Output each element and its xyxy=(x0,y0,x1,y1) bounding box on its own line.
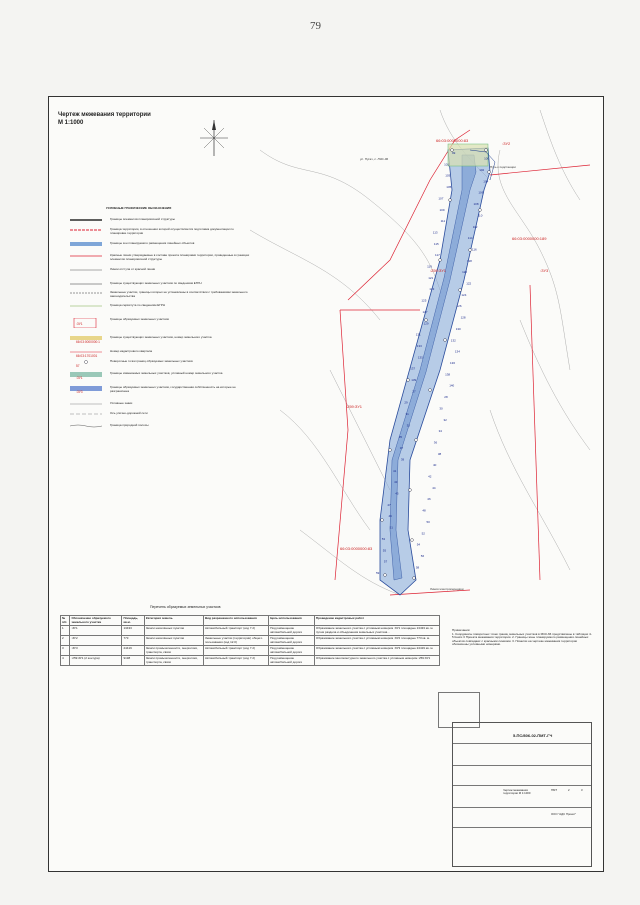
point-number-label: 118 xyxy=(467,258,472,263)
point-number-label: 133 xyxy=(416,344,422,348)
table-cell: Под размещение автомобильной дороги xyxy=(269,646,315,656)
point-number-label: 120 xyxy=(462,270,468,275)
note-label: Путь к подстанции xyxy=(490,165,516,169)
point-number-label: 35 xyxy=(398,434,403,439)
point-number-label: 48 xyxy=(422,508,426,513)
legend-symbol xyxy=(70,350,102,360)
point-number-label: 44 xyxy=(432,485,436,490)
point-number-label: 37 xyxy=(399,446,404,451)
legend-symbol-text: 66:03:0000000:1 xyxy=(76,340,100,344)
point-number-label: 125 xyxy=(421,298,427,303)
point-number-label: 111 xyxy=(440,219,446,224)
table-cell: Автомобильный транспорт (код 7.2) xyxy=(204,656,269,666)
cadastral-label: 66:03:0000000:83 xyxy=(340,546,373,551)
legend-label: Условные знаки xyxy=(110,401,133,405)
point-number-label: 50 xyxy=(426,519,430,524)
table-cell: 773 xyxy=(122,636,144,646)
table-row xyxy=(61,646,440,656)
point-number-label: 42 xyxy=(428,474,432,479)
drawing-name: Чертеж межевания территории М 1:1000 xyxy=(503,788,531,796)
zu-label: :259:ЗУ1 xyxy=(346,404,363,409)
table-cell: Образование многоконтурного земельного участка с условным номером :259:ЗУ1 xyxy=(314,656,439,666)
note-label: Линия электропередачи xyxy=(430,587,464,591)
point-number-label: 122 xyxy=(466,281,472,286)
legend-label: Границы существующих земельных участков по сведениям ЕГРН xyxy=(110,281,202,285)
notes-title: Примечания: xyxy=(452,628,471,632)
table-cell: 1 xyxy=(61,626,70,636)
legend-symbol xyxy=(70,218,102,228)
legend-symbol xyxy=(70,372,102,382)
point-number-label: 140 xyxy=(449,383,455,388)
legend-symbol xyxy=(70,318,102,328)
point-number-label: 30 xyxy=(439,406,443,411)
cadastral-label: 66:03:0000000:83 xyxy=(436,138,469,143)
cadastral-label: 66:03:0000000:189 xyxy=(512,236,547,241)
point-number-label: 104 xyxy=(483,179,489,184)
legend-label: Граница территории, в отношении которой осуществляется подготовка документации по планировке территории xyxy=(110,227,234,235)
point-number-label: 38 xyxy=(437,451,442,456)
road-corridor xyxy=(380,144,495,595)
sheet-label: ПМТ xyxy=(551,788,558,792)
notes-text: 1. Координаты поворотных точек границ земельных участков в МСК-66 представлены в таблицах 4-5 Книги 3 Проекта межевания территории. 2. Границы зоны планируемого размещения линейных объектов совпадают с красными линиями. 3. Пометки на чертеже межевания территории обозначены условными номерами. xyxy=(452,631,592,647)
legend-symbol-text: :ЗУ1 xyxy=(76,376,83,380)
table-caption: Перечень образуемых земельных участков xyxy=(150,605,221,609)
legend-label: Линии отступа от красной линии xyxy=(110,267,156,271)
legend-symbol xyxy=(70,304,102,314)
table-cell: :ЗУ1 xyxy=(70,626,122,636)
sheet-number: 2 xyxy=(568,788,570,792)
legend-symbol-text: 66:03:1701001 xyxy=(76,354,98,358)
point-number-label: 39 xyxy=(400,457,405,462)
point-number-label: 130 xyxy=(455,326,461,331)
point-number-label: 115 xyxy=(433,241,439,246)
table-cell: Образование земельного участка с условным номером :ЗУ3 площадью 24419 кв. м. xyxy=(314,646,439,656)
legend-label: Границы образуемых земельных участков, государственная собственность на которые не разграничена xyxy=(110,385,236,393)
point-number-label: 128 xyxy=(460,315,466,320)
company-name: ООО "АДС Проект" xyxy=(551,812,577,816)
point-number-label: 102 xyxy=(479,168,485,172)
notes xyxy=(452,629,592,647)
legend-label: Границы образуемых земельных участков xyxy=(110,317,169,321)
table-header-cell: № п/п xyxy=(61,616,70,626)
point-number-label: 129 xyxy=(423,321,429,326)
legend-label: Границы элементов планировочной структуры xyxy=(110,217,175,221)
table-cell: 13433 xyxy=(122,626,144,636)
point-number-label: 121 xyxy=(428,275,434,280)
point-number-label: 103 xyxy=(445,173,451,178)
legend-label: Граница сервитута по сведениям ЕГРН xyxy=(110,303,166,307)
legend-symbol-text: :ЗУ3 xyxy=(76,390,83,394)
legend-symbol xyxy=(70,336,102,346)
point-number-label: 135 xyxy=(417,355,423,360)
table-row xyxy=(61,656,440,666)
drawing-title xyxy=(58,111,151,127)
point-number-label: 108 xyxy=(473,202,479,207)
legend-symbol xyxy=(70,360,102,370)
legend-label: Номер кадастрового квартала xyxy=(110,349,153,353)
table-header-cell: Проведение кадастровых работ xyxy=(314,616,439,626)
point-number-label: 119 xyxy=(427,264,432,269)
legend-symbol xyxy=(70,268,102,278)
legend-label: Красные линии утверждаемые в составе проекта планировки территории, проведенные в границах элементов планировочной структуры xyxy=(110,253,250,261)
table-header-cell: Площадь, кв.м. xyxy=(122,616,144,626)
table-header-cell: Цель использования xyxy=(269,616,315,626)
street-label: ул. Пугач, с. ЛЭС-06 xyxy=(360,157,389,161)
point-number-label: 28 xyxy=(444,395,448,400)
table-cell: 4 xyxy=(61,656,70,666)
legend-symbol xyxy=(70,254,102,264)
point-number-label: 47 xyxy=(387,502,391,507)
parcels-table xyxy=(60,615,440,666)
point-number-label: 100 xyxy=(484,156,490,161)
point-number-label: 32 xyxy=(443,417,447,422)
table-body xyxy=(61,626,440,666)
table-cell: :259:ЗУ1 (2 контура) xyxy=(70,656,122,666)
table-cell: Земли населённых пунктов xyxy=(144,636,203,646)
table-cell: Образование земельного участка с условным номером :ЗУ1 площадью 13433 кв. м. путем раздела и объединения земельных участков... xyxy=(314,626,439,636)
point-number-label: 113 xyxy=(432,230,438,235)
point-number-label: 136 xyxy=(450,361,456,365)
table-header-cell: Категория земель xyxy=(144,616,203,626)
table-cell: Земли промышленности, энергетики, транспорта, связи xyxy=(144,656,203,666)
point-number-label: 109 xyxy=(439,207,445,212)
legend-title: УСЛОВНЫЕ ГРАФИЧЕСКИЕ ОБОЗНАЧЕНИЯ xyxy=(106,206,172,210)
point-number-label: 59 xyxy=(376,571,380,575)
table-cell: Земельные участки (территории) общего пользования (код 12.0) xyxy=(204,636,269,646)
table-row xyxy=(61,626,440,636)
point-number-label: 114 xyxy=(467,236,473,241)
table-cell: 3 xyxy=(61,646,70,656)
zu-label: :259:ЗУ1 xyxy=(430,268,447,273)
legend-label: Ось улично-дорожной сети xyxy=(110,411,148,415)
point-number-label: 34 xyxy=(438,429,442,434)
point-number-label: 127 xyxy=(422,309,428,314)
legend-symbol xyxy=(70,228,102,238)
table-cell: 9198 xyxy=(122,656,144,666)
table-cell: Образование земельного участка с условным номером :ЗУ2 площадью 773 кв. м. xyxy=(314,636,439,646)
legend-label: Границы существующих земельных участков, номер земельного участка xyxy=(110,335,212,339)
table-cell: Земли промышленности, энергетики, транспорта, связи xyxy=(144,646,203,656)
zu-label: :ЗУ2 xyxy=(502,141,511,146)
table-header-row xyxy=(61,616,440,626)
page-number: 79 xyxy=(310,20,321,32)
table-cell: Автомобильный транспорт (код 7.2) xyxy=(204,646,269,656)
table-cell: :ЗУ2 xyxy=(70,636,122,646)
point-number-label: 54 xyxy=(416,542,421,547)
point-number-label: 134 xyxy=(454,349,460,354)
title-block xyxy=(452,722,592,867)
title-line1: Чертеж межевания территории xyxy=(58,112,151,118)
table-cell: Под размещение автомобильной дороги xyxy=(269,626,315,636)
point-number-label: 36 xyxy=(433,440,438,445)
legend-symbol xyxy=(70,402,102,412)
legend-symbol xyxy=(70,291,102,301)
point-number-label: 40 xyxy=(433,463,437,468)
point-number-label: 139 xyxy=(411,378,417,382)
map xyxy=(240,110,600,600)
zu-label: :ЗУ3 xyxy=(540,268,549,273)
legend-label: Границы зон планируемого размещения линейных объектов xyxy=(110,241,195,245)
point-number-label: 31 xyxy=(405,412,409,417)
table-cell: :ЗУ3 xyxy=(70,646,122,656)
point-number-label: 43 xyxy=(394,480,398,485)
point-number-label: 117 xyxy=(435,253,440,258)
table-header-cell: Обозначение образуемого земельного участка xyxy=(70,616,122,626)
table-cell: Под размещение автомобильной дороги xyxy=(269,636,315,646)
table-cell: 24419 xyxy=(122,646,144,656)
point-number-label: 105 xyxy=(446,185,452,190)
point-number-label: 51 xyxy=(389,525,393,530)
point-number-label: 46 xyxy=(427,497,431,502)
legend-label: Границы изменяемых земельных участков, условный номер земельного участка xyxy=(110,371,223,375)
legend-label: Земельные участки, границы которых не установлены в соответствии с требованиями земельного законодательства xyxy=(110,290,248,298)
table-header-cell: Вид разрешенного использования xyxy=(204,616,269,626)
point-number-label: 112 xyxy=(472,224,478,229)
point-number-label: 41 xyxy=(393,468,397,473)
table-cell: 2 xyxy=(61,636,70,646)
table-row xyxy=(61,636,440,646)
point-number-label: 132 xyxy=(450,338,456,343)
legend-symbol xyxy=(70,412,102,422)
table-cell: Автомобильный транспорт (код 7.2) xyxy=(204,626,269,636)
sheets-total: 3 xyxy=(581,788,583,792)
point-number-label: 45 xyxy=(395,491,399,496)
table-cell: Под размещение автомобильной дороги xyxy=(269,656,315,666)
point-number-label: 53 xyxy=(381,536,386,541)
point-number-label: 57 xyxy=(383,559,388,564)
point-number-label: 33 xyxy=(406,423,410,428)
drawing-code: 5-ПС/806-02-ПМТ-ГЧ xyxy=(513,733,553,738)
point-number-label: 116 xyxy=(471,247,477,252)
legend-symbol xyxy=(70,424,102,434)
point-number-label: 110 xyxy=(477,213,483,218)
point-number-label: 56 xyxy=(420,554,425,558)
point-number-label: 137 xyxy=(410,366,416,371)
point-number-label: 131 xyxy=(415,332,421,337)
point-number-label: 101 xyxy=(444,162,450,167)
legend-symbol xyxy=(70,242,102,252)
legend-symbol-text: 57 xyxy=(76,364,80,368)
north-arrow-icon xyxy=(198,118,230,158)
point-number-label: 126 xyxy=(456,304,462,309)
point-number-label: 52 xyxy=(421,531,425,536)
point-number-label: 123 xyxy=(429,287,435,292)
point-number-label: 99 xyxy=(452,151,456,155)
point-number-label: 27 xyxy=(412,389,416,394)
point-number-label: 58 xyxy=(415,565,420,570)
title-line2: М 1:1000 xyxy=(58,120,84,126)
legend-label: Граница природной полосы xyxy=(110,423,149,427)
table-cell: Земли населённых пунктов xyxy=(144,626,203,636)
legend-label: Поворотные точки границ образуемых земельных участков xyxy=(110,359,193,363)
point-number-label: 55 xyxy=(382,548,387,553)
point-number-label: 106 xyxy=(478,190,484,195)
point-number-label: 107 xyxy=(438,196,444,201)
point-number-label: 49 xyxy=(388,514,392,519)
legend-symbol xyxy=(70,386,102,396)
point-number-label: 138 xyxy=(445,372,451,377)
point-number-label: 124 xyxy=(461,292,467,297)
point-number-label: 29 xyxy=(404,400,408,405)
legend-symbol-text: :ЗУ1 xyxy=(76,322,83,326)
